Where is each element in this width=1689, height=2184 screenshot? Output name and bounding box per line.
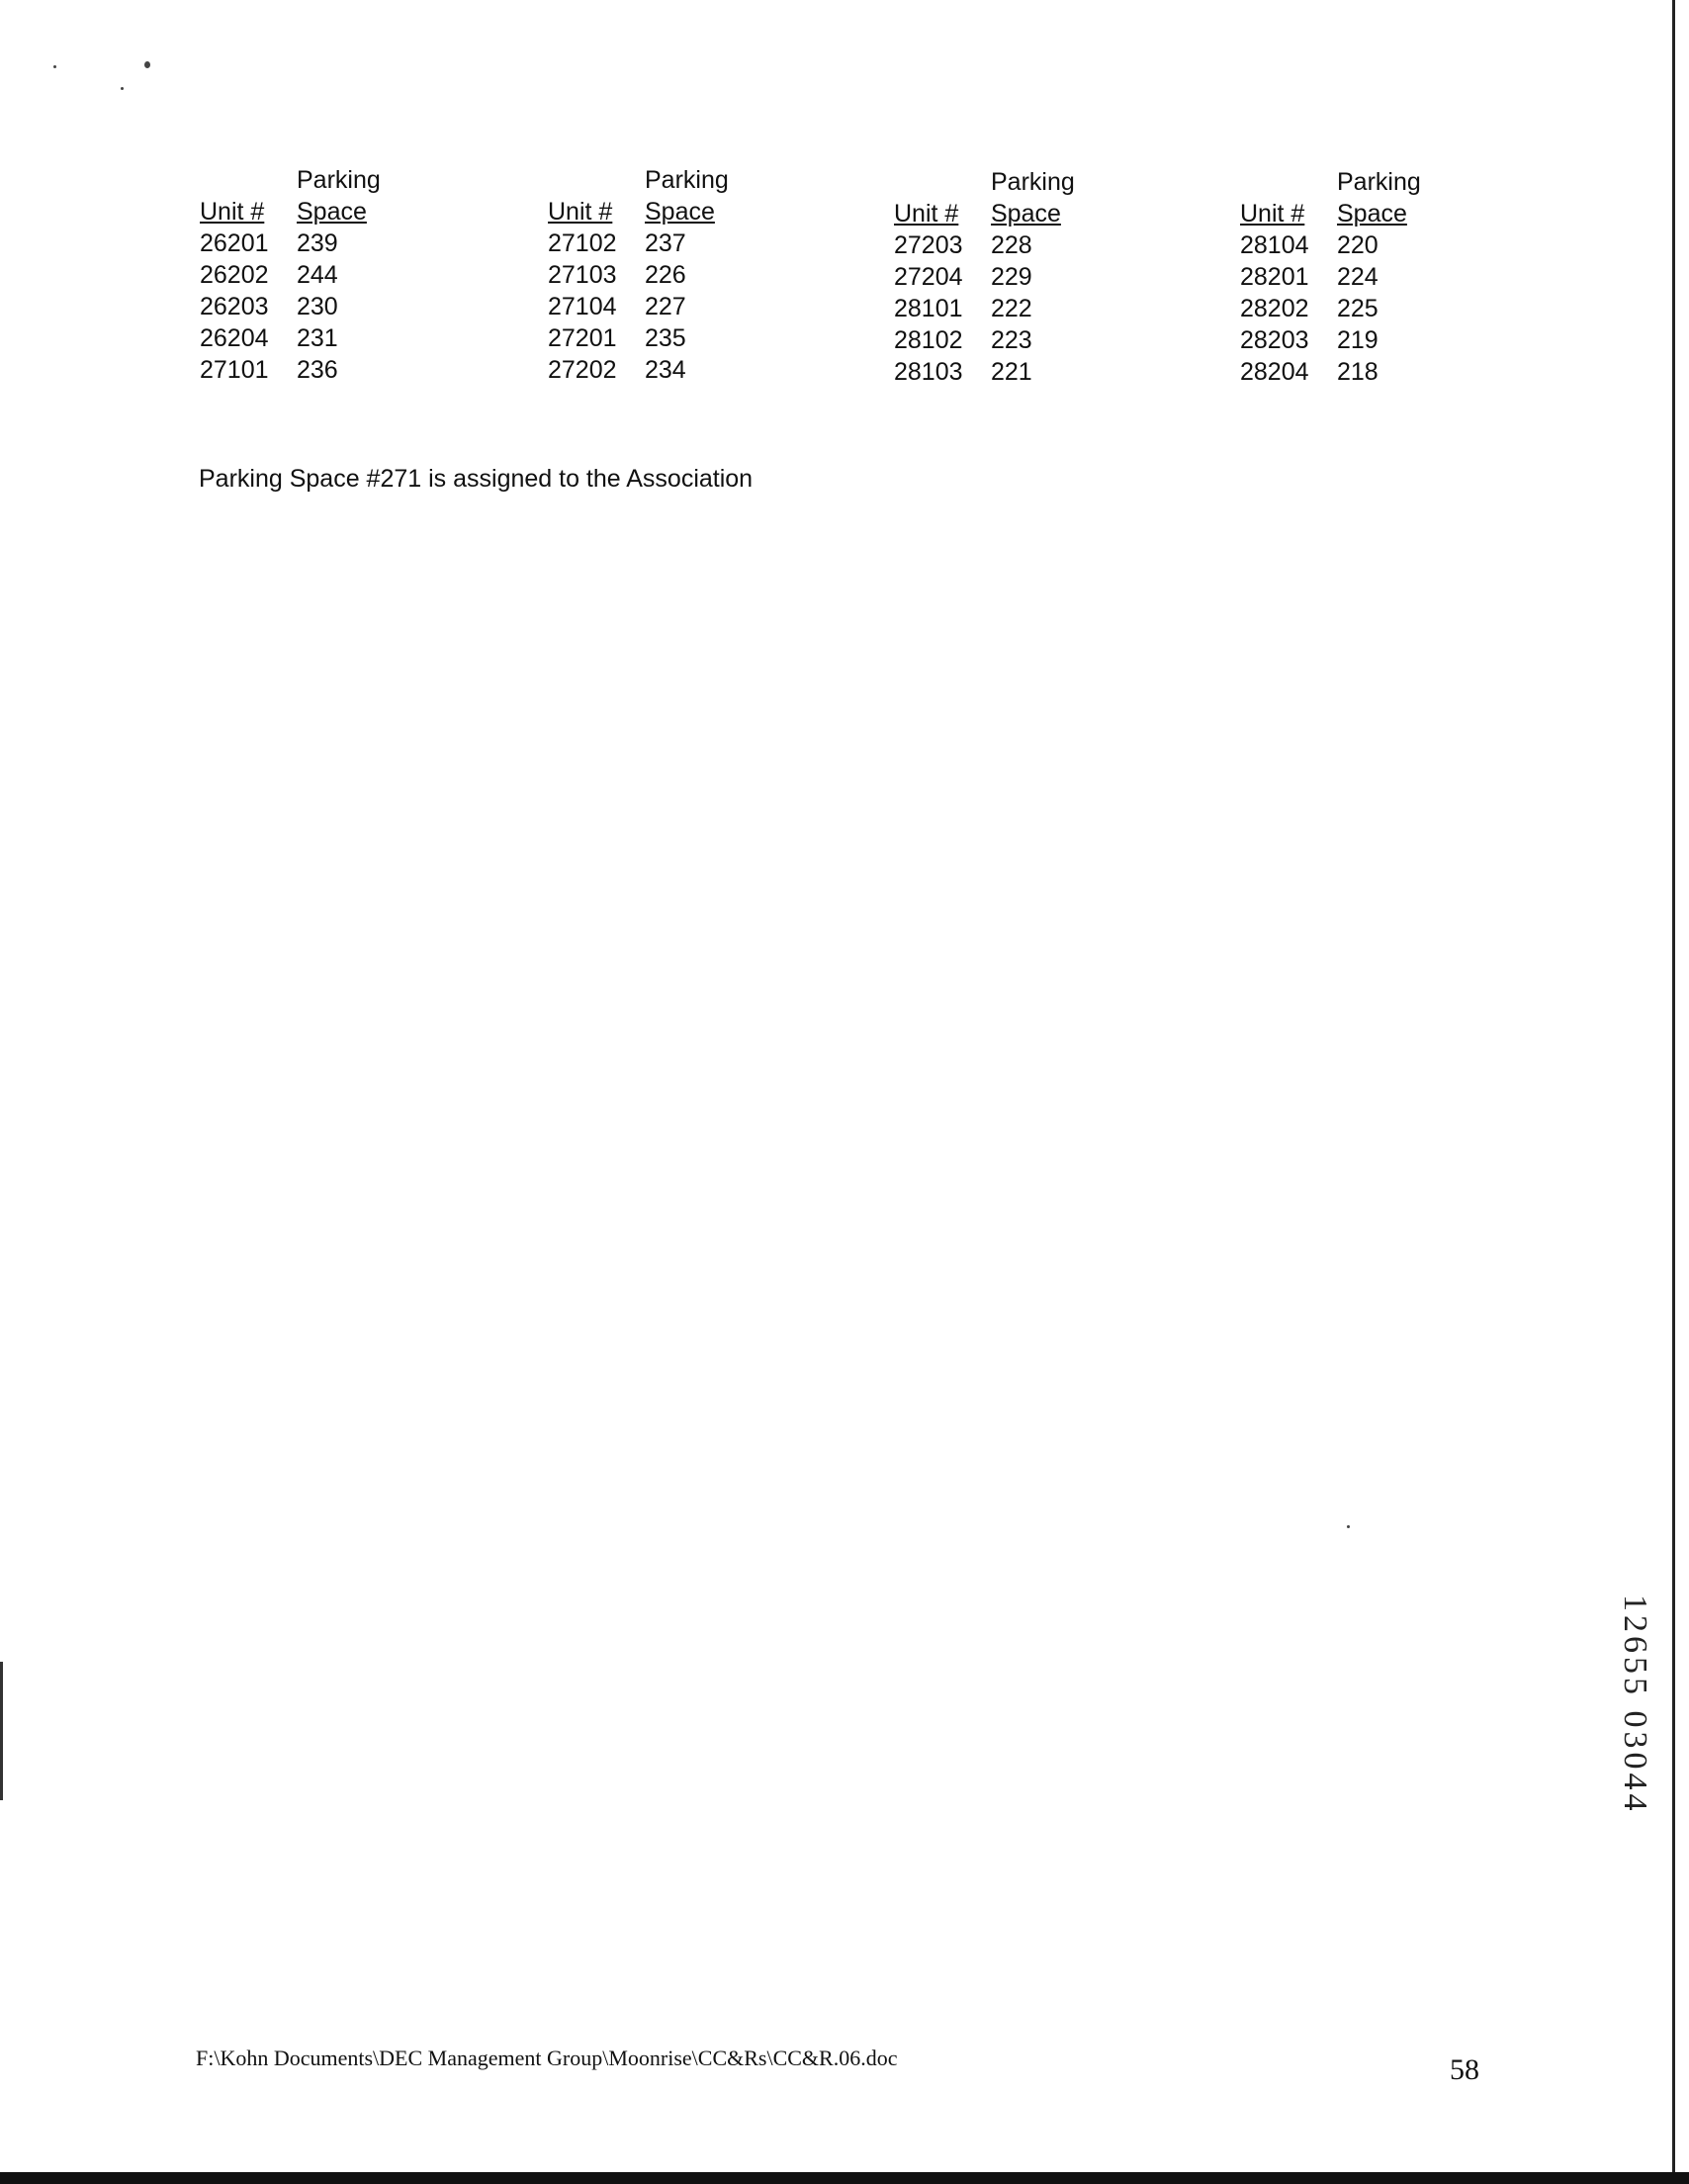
table-row — [548, 261, 795, 293]
unit-number: 27104 — [548, 293, 617, 320]
scan-speck — [53, 65, 56, 68]
association-note: Parking Space #271 is assigned to the Association — [199, 465, 754, 493]
unit-header-label: Unit # — [548, 198, 613, 226]
space-header-label: Space — [991, 200, 1061, 228]
unit-number: 28201 — [1240, 263, 1309, 291]
parking-space: 220 — [1337, 231, 1378, 259]
unit-number: 27203 — [894, 231, 963, 259]
parking-space: 234 — [645, 356, 686, 384]
parking-space: 231 — [297, 324, 338, 352]
unit-number: 28203 — [1240, 326, 1309, 354]
parking-header-label: Parking — [645, 166, 729, 194]
unit-number: 26202 — [200, 261, 269, 289]
table-row — [200, 293, 447, 324]
parking-space: 226 — [645, 261, 686, 289]
unit-number: 27103 — [548, 261, 617, 289]
table-row — [200, 229, 447, 261]
parking-space: 229 — [991, 263, 1032, 291]
unit-number: 27101 — [200, 356, 269, 384]
scan-speck — [144, 61, 150, 68]
unit-number: 27204 — [894, 263, 963, 291]
parking-space: 244 — [297, 261, 338, 289]
unit-number: 26203 — [200, 293, 269, 320]
parking-header-label: Parking — [1337, 168, 1421, 196]
table-row — [894, 326, 1141, 358]
table-row — [200, 356, 447, 388]
table-row — [1240, 295, 1487, 326]
table-header — [200, 166, 447, 229]
unit-number: 28104 — [1240, 231, 1309, 259]
parking-header-label: Parking — [991, 168, 1075, 196]
parking-space: 225 — [1337, 295, 1378, 322]
bates-number: 12655 03044 — [1617, 1594, 1653, 1815]
unit-number: 27202 — [548, 356, 617, 384]
parking-space: 221 — [991, 358, 1032, 386]
scan-edge-bottom — [0, 2172, 1689, 2184]
parking-header-label: Parking — [297, 166, 381, 194]
parking-space: 235 — [645, 324, 686, 352]
unit-number: 28103 — [894, 358, 963, 386]
parking-table-1 — [200, 166, 447, 388]
table-header — [548, 166, 795, 229]
parking-space: 224 — [1337, 263, 1378, 291]
footer-file-path: F:\Kohn Documents\DEC Management Group\Moonrise\CC&Rs\CC&R.06.doc — [196, 2046, 898, 2070]
parking-space: 237 — [645, 229, 686, 257]
table-row — [1240, 263, 1487, 295]
unit-number: 28101 — [894, 295, 963, 322]
scan-speck — [1347, 1525, 1350, 1528]
unit-number: 28202 — [1240, 295, 1309, 322]
table-row — [894, 358, 1141, 390]
table-row — [1240, 231, 1487, 263]
table-row — [548, 324, 795, 356]
unit-header-label: Unit # — [200, 198, 265, 226]
parking-space: 222 — [991, 295, 1032, 322]
space-header-label: Space — [1337, 200, 1407, 228]
table-row — [548, 356, 795, 388]
scan-edge-right — [1672, 0, 1675, 2184]
table-row — [1240, 358, 1487, 390]
table-row — [1240, 326, 1487, 358]
table-row — [894, 231, 1141, 263]
parking-space: 218 — [1337, 358, 1378, 386]
parking-space: 239 — [297, 229, 338, 257]
table-row — [548, 229, 795, 261]
unit-number: 27102 — [548, 229, 617, 257]
parking-table-3 — [894, 168, 1141, 390]
page-number: 58 — [1450, 2053, 1479, 2086]
table-row — [894, 295, 1141, 326]
parking-space: 236 — [297, 356, 338, 384]
unit-number: 26201 — [200, 229, 269, 257]
space-header-label: Space — [297, 198, 367, 226]
table-row — [200, 261, 447, 293]
parking-space: 223 — [991, 326, 1032, 354]
scan-edge-left — [0, 1662, 3, 1800]
unit-number: 28102 — [894, 326, 963, 354]
parking-space: 219 — [1337, 326, 1378, 354]
table-row — [200, 324, 447, 356]
parking-space: 228 — [991, 231, 1032, 259]
unit-number: 27201 — [548, 324, 617, 352]
table-header — [1240, 168, 1487, 231]
table-header — [894, 168, 1141, 231]
parking-table-4 — [1240, 168, 1487, 390]
scan-speck — [121, 87, 124, 90]
unit-header-label: Unit # — [894, 200, 959, 228]
parking-space: 227 — [645, 293, 686, 320]
parking-space: 230 — [297, 293, 338, 320]
table-row — [894, 263, 1141, 295]
parking-table-2 — [548, 166, 795, 388]
table-row — [548, 293, 795, 324]
space-header-label: Space — [645, 198, 715, 226]
unit-number: 28204 — [1240, 358, 1309, 386]
unit-header-label: Unit # — [1240, 200, 1305, 228]
unit-number: 26204 — [200, 324, 269, 352]
